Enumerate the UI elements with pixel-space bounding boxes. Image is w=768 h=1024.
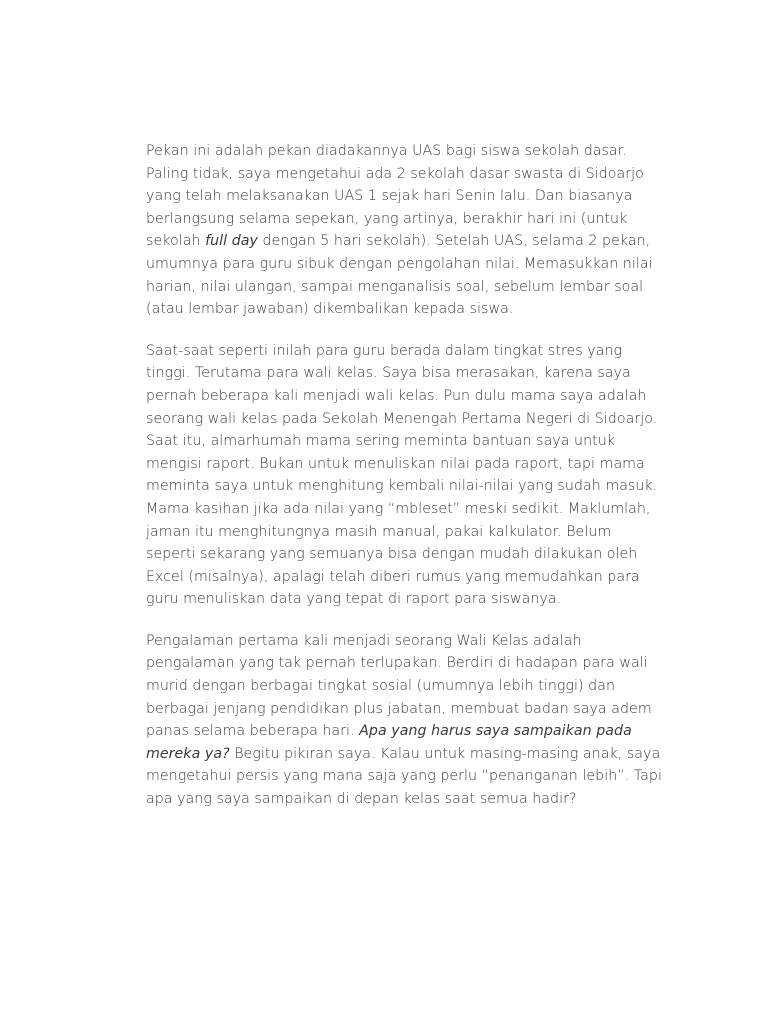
paragraph-1-text-b: dengan 5 hari sekolah). Setelah UAS, selama 2 pekan, umumnya para guru sibuk dengan pengolahan nilai. Memasukkan nilai harian, nilai ulangan, sampai menganalisis soal, sebelum lembar soal (atau lembar jawaban) dikembalikan kepada siswa. [146,233,653,318]
paragraph-3-text-b: Begitu pikiran saya. Kalau untuk masing-masing anak, saya mengetahui persis yang mana saja yang perlu “penanganan lebih”. Tapi apa yang saya sampaikan di depan kelas saat semua hadir? [146,745,662,808]
paragraph-2-text: Saat-saat seperti inilah para guru berada dalam tingkat stres yang tinggi. Terutama para wali kelas. Saya bisa merasakan, karena saya pernah beberapa kali menjadi wali kelas. Pun dulu mama saya adalah seorang wali kelas pada Sekolah Menengah Pertama Negeri di Sidoarjo. Saat itu, almarhumah mama sering meminta bantuan saya untuk mengisi raport. Bukan untuk menuliskan nilai pada raport, tapi mama meminta saya untuk menghitung kembali nilai-nilai yang sudah masuk. Mama kasihan jika ada nilai yang “mbleset” meski sedikit. Maklumlah, jaman itu menghitungnya masih manual, pakai kalkulator. Belum seperti sekarang yang semuanya bisa dengan mudah dilakukan oleh Excel (misalnya), apalagi telah diberi rumus yang memudahkan para guru menuliskan data yang tepat di raport para siswanya. [146,342,658,608]
article-body [146,140,662,830]
paragraph-3-text-a: Pengalaman pertama kali menjadi seorang Wali Kelas adalah pengalaman yang tak pernah terlupakan. Berdiri di hadapan para wali murid dengan berbagai tingkat sosial (umumnya lebih tinggi) dan berbagai jenjang pendidikan plus jabatan, membuat badan saya adem panas selama beberapa hari. [146,632,652,740]
paragraph-3-italic-question: Apa yang harus saya sampaikan pada mereka ya? [146,723,632,762]
paragraph-1-text-a: Pekan ini adalah pekan diadakannya UAS bagi siswa sekolah dasar. Paling tidak, saya mengetahui ada 2 sekolah dasar swasta di Sidoarjo yang telah melaksanakan UAS 1 sejak hari Senin lalu. Dan biasanya berlangsung selama sepekan, yang artinya, berakhir hari ini (untuk sekolah [146,143,644,250]
paragraph-1-italic-full-day: full day [205,233,258,250]
paragraph-2 [146,340,662,611]
paragraph-3 [146,630,662,811]
paragraph-1 [146,140,662,321]
